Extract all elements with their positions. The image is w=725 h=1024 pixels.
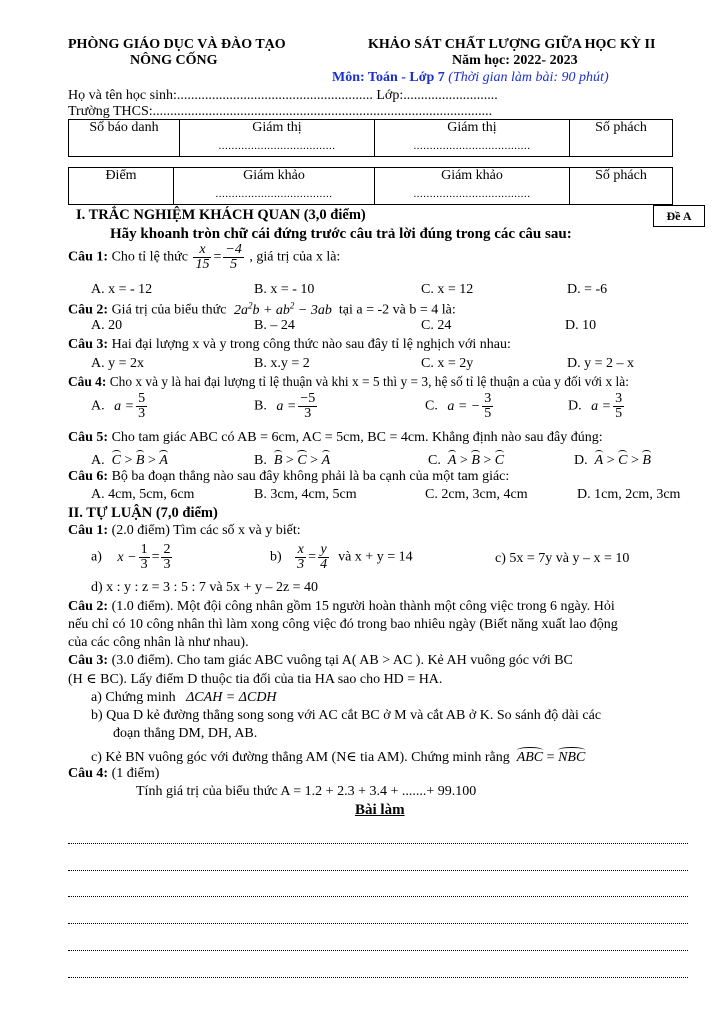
dept-name: PHÒNG GIÁO DỤC VÀ ĐÀO TẠO [68, 37, 286, 52]
p1-q3-b[interactable]: B. x.y = 2 [254, 356, 310, 371]
answer-title: Bài làm [355, 802, 405, 818]
answer-line[interactable] [68, 923, 688, 924]
q-label: Câu 3: [68, 653, 109, 668]
p1-q4-a[interactable]: A. a = $\frac{5}{3}$ [91, 391, 146, 421]
p1-q4 [68, 374, 629, 390]
part1-title: I. TRẮC NGHIỆM KHÁCH QUAN (3,0 điểm) [76, 207, 366, 223]
q-text: Cho tam giác ABC có AB = 6cm, AC = 5cm, BC = 4cm. Khẳng định nào sau đây đúng: [111, 430, 603, 445]
p1-q2-c[interactable]: C. 24 [421, 318, 452, 333]
option-letter: D. [568, 398, 582, 414]
p2-q3-a [91, 690, 277, 706]
q-label: Câu 1: [68, 523, 109, 538]
grader1-header: Giám khảo [243, 168, 305, 183]
part2-title: II. TỰ LUẬN (7,0 điểm) [68, 505, 218, 521]
q-text: Bộ ba đoạn thẳng nào sau đây không phải là ba cạnh của một tam giác: [111, 469, 510, 484]
proctor1-sign: .................................... [218, 140, 336, 152]
proctor2-header: Giám thị [447, 120, 497, 135]
subject: Môn: Toán - Lớp 7 [332, 70, 445, 85]
p1-q5 [68, 430, 603, 446]
ratio-rhs: $\frac{-4}{5}$ [225, 242, 242, 272]
p1-q4-b[interactable]: B. a = $\frac{-5}{3}$ [254, 391, 316, 421]
item-label: b) [270, 549, 282, 565]
q-label: Câu 6: [68, 469, 109, 484]
proctor-table [68, 119, 673, 157]
grader2-sign: .................................... [413, 188, 531, 200]
p1-q1-c[interactable]: C. x = 12 [421, 282, 474, 297]
q-text-post: tại a = -2 và b = 4 là: [338, 302, 456, 318]
option-letter: C. [428, 453, 441, 468]
q-text: (3.0 điểm). Cho tam giác ABC vuông tại A( AB > AC ). Kẻ AH vuông góc với BC [111, 653, 573, 668]
q-label: Câu 5: [68, 430, 109, 445]
proctor2-sign: .................................... [413, 140, 531, 152]
p1-q1-a[interactable]: A. x = - 12 [91, 282, 153, 297]
expression: $2a^2b + ab^2 - 3ab$ [233, 300, 332, 318]
p2-q4-line: Tính giá trị của biểu thức A = 1.2 + 2.3 + 3.4 + .......+ 99.100 [136, 784, 477, 799]
option-letter: A. [91, 398, 105, 414]
p1-q1-b[interactable]: B. x = - 10 [254, 282, 315, 297]
option-letter: D. [574, 453, 588, 468]
district-name: NÔNG CỐNG [130, 53, 218, 68]
p2-q2 [68, 599, 615, 615]
answer-line[interactable] [68, 896, 688, 897]
item-tail: và x + y = 14 [338, 549, 413, 565]
p2-q1-a: a) x − $\frac{1}{3}$ = $\frac{2}{3}$ [91, 542, 171, 572]
exam-title: KHẢO SÁT CHẤT LƯỢNG GIỮA HỌC KỲ II [368, 37, 656, 52]
grader-table [68, 167, 673, 205]
p2-q3-c: c) Kẻ BN vuông góc với đường thẳng AM (N∈ tia AM). Chứng minh rằng ABC = NBC [91, 747, 585, 766]
p1-q2-d[interactable]: D. 10 [565, 318, 597, 333]
item-label: a) Chứng minh [91, 690, 176, 705]
answer-line[interactable] [68, 870, 688, 871]
option-letter: C. [425, 398, 438, 414]
q-label: Câu 2: [68, 302, 109, 318]
time-limit: (Thời gian làm bài: 90 phút) [448, 70, 609, 85]
subject-line [332, 70, 609, 86]
p1-q2 [68, 300, 456, 319]
q-text: (1.0 điểm). Một đội công nhân gồm 15 người hoàn thành một công việc trong 6 ngày. Hỏi [111, 599, 615, 614]
option-letter: B. [254, 453, 267, 468]
q-text: Giá trị của biểu thức [111, 302, 227, 318]
student-name-field: Họ và tên học sinh:........................................................ Lớp:........................... [68, 88, 498, 103]
q-label: Câu 4: [68, 766, 109, 781]
p2-q1-d: d) x : y : z = 3 : 5 : 7 và 5x + y – 2z = 40 [91, 580, 319, 595]
p1-q6-a[interactable]: A. 4cm, 5cm, 6cm [91, 487, 195, 502]
p1-q4-c[interactable]: C. a = − $\frac{3}{5}$ [425, 391, 492, 421]
p1-q5-a[interactable]: A. C > B > A [91, 450, 168, 469]
ratio-lhs: $\frac{x}{15}$ [195, 242, 210, 272]
p1-q4-d[interactable]: D. a = $\frac{3}{5}$ [568, 391, 623, 421]
q-text-post: , giá trị của x là: [249, 249, 341, 265]
p2-q3-b1: b) Qua D kẻ đường thẳng song song với AC cắt BC ở M và cắt AB ở K. So sánh độ dài các [91, 708, 602, 723]
p1-q3-a[interactable]: A. y = 2x [91, 356, 145, 371]
score-header: Điểm [105, 168, 137, 183]
p2-q3 [68, 653, 573, 669]
answer-line[interactable] [68, 843, 688, 844]
q-label: Câu 4: [68, 374, 107, 389]
code1-header: Số phách [595, 120, 647, 135]
p1-q5-b[interactable]: B. B > C > A [254, 450, 330, 469]
q-text: (1 điểm) [111, 766, 160, 781]
p1-q1: Câu 1: Cho tỉ lệ thức $\frac{x}{15}$ = $\frac{-4}{5}$ , giá trị của x là: [68, 242, 341, 272]
proctor1-header: Giám thị [252, 120, 302, 135]
p2-q2-line2: nếu chỉ có 10 công nhân thì làm xong công việc đó trong bao nhiêu ngày (Biết năng xuất lao động [68, 617, 618, 632]
p2-q2-line3: của các công nhân là như nhau). [68, 635, 249, 650]
option-letter: B. [254, 398, 267, 414]
p1-q5-d[interactable]: D. A > C > B [574, 450, 651, 469]
q-label: Câu 2: [68, 599, 109, 614]
p2-q1-c: c) 5x = 7y và y – x = 10 [495, 551, 630, 566]
p1-q6-c[interactable]: C. 2cm, 3cm, 4cm [425, 487, 528, 502]
p1-q5-c[interactable]: C. A > B > C [428, 450, 504, 469]
p1-q3-c[interactable]: C. x = 2y [421, 356, 474, 371]
answer-line[interactable] [68, 977, 688, 978]
part1-instruction: Hãy khoanh tròn chữ cái đứng trước câu trả lời đúng trong các câu sau: [110, 226, 572, 242]
p1-q2-b[interactable]: B. – 24 [254, 318, 295, 333]
p1-q3 [68, 337, 511, 353]
p1-q1-d[interactable]: D. = -6 [567, 282, 608, 297]
sbd-header: Số báo danh [89, 120, 159, 135]
q-text: Hai đại lượng x và y trong công thức nào sau đây tỉ lệ nghịch với nhau: [111, 337, 511, 352]
q-text: Cho x và y là hai đại lượng tỉ lệ thuận và khi x = 5 thì y = 3, hệ số tỉ lệ thuận a của y đối với x là: [109, 374, 629, 389]
exam-code-box: Đề A [653, 205, 705, 227]
congruence-expr: ΔCAH = ΔCDH [186, 690, 277, 705]
q-label: Câu 1: [68, 249, 109, 265]
p1-q2-a[interactable]: A. 20 [91, 318, 123, 333]
answer-line[interactable] [68, 950, 688, 951]
p1-q6-b[interactable]: B. 3cm, 4cm, 5cm [254, 487, 357, 502]
p1-q6 [68, 469, 509, 485]
item-label: a) [91, 549, 102, 565]
p2-q1-b: b) $\frac{x}{3}$ = $\frac{y}{4}$ và x + y = 14 [270, 542, 413, 572]
q-label: Câu 3: [68, 337, 109, 352]
option-letter: A. [91, 453, 105, 468]
grader2-header: Giám khảo [441, 168, 503, 183]
code2-header: Số phách [595, 168, 647, 183]
grader1-sign: .................................... [215, 188, 333, 200]
item-label: c) Kẻ BN vuông góc với đường thẳng AM (N∈ tia AM). Chứng minh rằng [91, 750, 510, 765]
p2-q4 [68, 766, 159, 782]
p1-q6-d[interactable]: D. 1cm, 2cm, 3cm [577, 487, 681, 502]
p2-q3-line2: (H ∈ BC). Lấy điểm D thuộc tia đối của tia HA sao cho HD = HA. [68, 672, 443, 687]
school-year: Năm học: 2022- 2023 [452, 53, 578, 68]
p1-q3-d[interactable]: D. y = 2 – x [567, 356, 635, 371]
q-text: (2.0 điểm) Tìm các số x và y biết: [111, 523, 301, 538]
p2-q1 [68, 523, 301, 539]
school-field: Trường THCS:................................................................................................. [68, 104, 493, 119]
q-text: Cho tỉ lệ thức [111, 249, 188, 265]
p2-q3-b2: đoạn thẳng DM, DH, AB. [113, 726, 258, 741]
